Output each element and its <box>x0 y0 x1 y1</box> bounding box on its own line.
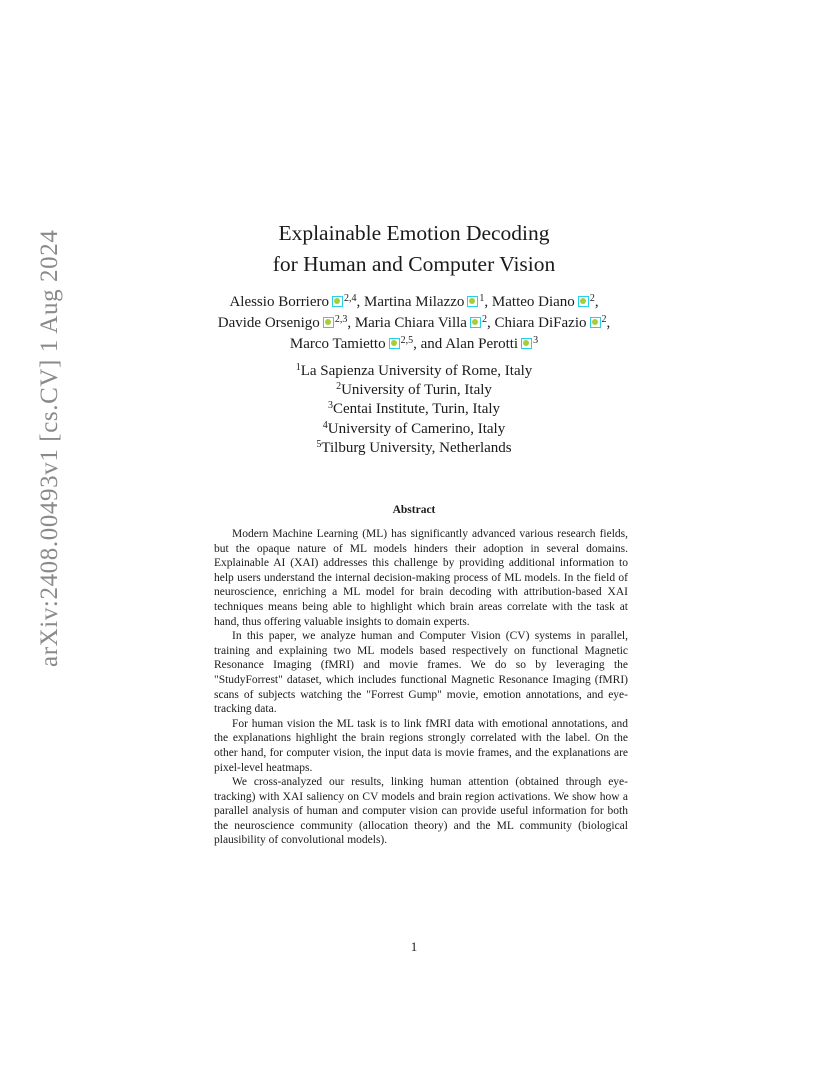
author-separator: , <box>356 294 365 310</box>
affiliation-text: University of Camerino, Italy <box>327 420 506 437</box>
affiliation-number: 2 <box>336 381 342 393</box>
author-name: Matteo Diano <box>491 294 575 310</box>
page-number: 1 <box>410 939 418 954</box>
author-list <box>0 292 828 355</box>
author-affiliation-mark: 2 <box>601 314 607 325</box>
author-affiliation-mark: 2,5 <box>400 335 414 346</box>
author-separator: , <box>347 315 355 331</box>
author-separator: , <box>484 294 492 310</box>
author-name: and Alan Perotti <box>420 336 519 352</box>
affiliation-number: 5 <box>316 438 322 450</box>
author-affiliation-mark: 3 <box>533 335 539 346</box>
affiliation-text: Centai Institute, Turin, Italy <box>332 401 501 418</box>
abstract-body <box>214 527 628 848</box>
paper-title <box>0 218 828 280</box>
orcid-icon[interactable] <box>467 296 478 307</box>
title-line-1: Explainable Emotion Decoding <box>278 221 550 245</box>
author-name: Davide Orsenigo <box>217 315 320 331</box>
affiliation-text: La Sapienza University of Rome, Italy <box>300 363 533 379</box>
affiliation-list <box>0 362 828 458</box>
author-row-2 <box>0 313 828 334</box>
affiliation-number: 4 <box>322 419 328 431</box>
author-affiliation-mark: 2 <box>481 314 487 325</box>
author-name: Martina Milazzo <box>364 294 465 310</box>
author-separator: , <box>606 315 611 331</box>
abstract-paragraph: We cross-analyzed our results, linking human attention (obtained through eye-tracking) with XAI saliency on CV models and brain region activations. We show how a parallel analysis of human and computer vision can provide useful information for both the neuroscience community (allocation theory) and the ML community (biological plausibility of convolutional models). <box>214 776 628 847</box>
author-separator: , <box>594 294 599 310</box>
orcid-icon[interactable] <box>590 317 601 328</box>
affiliation-item <box>0 439 828 458</box>
author-name: Marco Tamietto <box>289 336 386 352</box>
abstract-heading: Abstract <box>392 504 436 516</box>
abstract-paragraph: In this paper, we analyze human and Computer Vision (CV) systems in parallel, training and explaining two ML models based respectively on functional Magnetic Resonance Imaging (fMRI) and movie frames. We do so by leveraging the "StudyForrest" dataset, which includes functional Magnetic Resonance Imaging (fMRI) scans of subjects watching the "Forrest Gump" movie, emotion annotations, and eye-tracking data. <box>214 630 628 716</box>
orcid-icon[interactable] <box>578 296 589 307</box>
abstract-paragraph: For human vision the ML task is to link fMRI data with emotional annotations, and the explanations highlight the brain regions strongly correlated with the label. On the other hand, for computer vision, the input data is movie frames, and the explanations are pixel-level heatmaps. <box>214 717 628 774</box>
abstract-paragraph: Modern Machine Learning (ML) has significantly advanced various research fields, but the opaque nature of ML models hinders their adoption in several domains. Explainable AI (XAI) addresses this challenge by providing additional information to help users understand the internal decision-making process of ML models. In the field of neuroscience, enriching a ML model for brain decoding with attribution-based XAI techniques means being able to highlight which brain areas correlate with the task at hand, thus offering valuable insights to domain experts. <box>214 528 628 628</box>
author-row-1 <box>0 292 828 313</box>
orcid-icon[interactable] <box>323 317 334 328</box>
author-affiliation-mark: 2,3 <box>334 314 348 325</box>
affiliation-item <box>0 400 828 419</box>
affiliation-number: 1 <box>295 362 301 373</box>
arxiv-identifier[interactable]: arXiv:2408.00493v1 [cs.CV] 1 Aug 2024 <box>36 229 63 667</box>
author-row-3 <box>0 334 828 355</box>
orcid-icon[interactable] <box>521 338 532 349</box>
affiliation-number: 3 <box>327 400 333 412</box>
author-separator: , <box>486 315 495 331</box>
author-affiliation-mark: 2 <box>589 293 595 304</box>
affiliation-text: Tilburg University, Netherlands <box>321 439 512 456</box>
author-name: Maria Chiara Villa <box>354 315 467 331</box>
orcid-icon[interactable] <box>470 317 481 328</box>
affiliation-item <box>0 362 828 381</box>
author-name: Alessio Borriero <box>229 294 330 310</box>
affiliation-item <box>0 420 828 439</box>
orcid-icon[interactable] <box>332 296 343 307</box>
affiliation-text: University of Turin, Italy <box>341 382 492 399</box>
author-name: Chiara DiFazio <box>494 315 587 331</box>
title-line-2: for Human and Computer Vision <box>272 252 556 276</box>
author-separator: , <box>413 336 421 352</box>
orcid-icon[interactable] <box>389 338 400 349</box>
author-affiliation-mark: 1 <box>479 293 485 304</box>
author-affiliation-mark: 2,4 <box>344 293 357 304</box>
affiliation-item <box>0 381 828 400</box>
